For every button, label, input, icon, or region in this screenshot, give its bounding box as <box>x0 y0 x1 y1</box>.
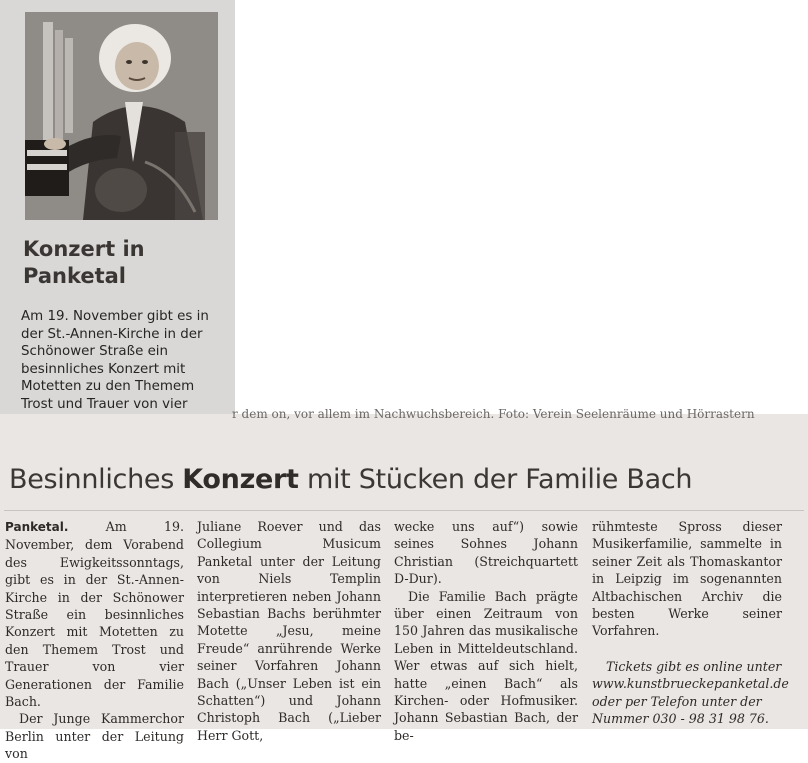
headline-bold: Konzert <box>182 464 299 495</box>
article-headline <box>9 464 692 495</box>
teaser-box <box>0 0 235 462</box>
divider <box>4 510 804 511</box>
teaser-title: Konzert in Panketal <box>23 237 145 288</box>
paragraph: Der Junge Kammerchor Berlin unter der Leitung von <box>5 711 184 762</box>
bach-portrait-image <box>25 12 218 220</box>
paragraph: wecke uns auf“) sowie seines Sohnes Johann Christian (Streichquartett D-Dur). <box>394 519 578 587</box>
previous-article-tail: r dem on, vor allem im Nachwuchsbereich. Foto: Verein Seelenräume und Hörrastern <box>232 407 755 421</box>
teaser-body: Am 19. November gibt es in der St.-Annen-Kirche in der Schönower Straße ein besinnliches Konzert mit Motetten zu den Themem Trost und Trauer von vier <box>21 309 209 412</box>
paragraph: Juliane Roever und das Collegium Musicum Panketal unter der Leitung von Niels Templin interpretieren neben Johann Sebastian Bachs berühmter Motette „Jesu, meine Freude“ anrührende Werke seiner Vorfahren Johann Bach („Unser Leben ist ein Schatten“) und Johann Christoph Bach („Lieber Herr Gott, <box>197 519 381 743</box>
dateline: Panketal. <box>5 520 69 534</box>
paragraph-text: Am 19. November, dem Vorabend des Ewigkeitssonntags, gibt es in der St.-Annen-Kirche in der Schönower Straße ein besinnliches Konzert mit Motetten zu den Themem Trost und Trauer von vier Generationen der Familie Bach. <box>5 519 184 710</box>
article <box>0 407 808 762</box>
ticket-info: Tickets gibt es online unter www.kunstbrueckepanketal.de oder per Telefon unter der Nummer 030 - 98 31 98 76. <box>592 658 789 727</box>
paragraph <box>5 518 184 710</box>
headline-part1: Besinnliches <box>9 464 174 495</box>
article-column-4 <box>592 518 789 727</box>
paragraph: Die Familie Bach prägte über einen Zeitraum von 150 Jahren das musikalische Leben in Mitteldeutschland. Wer etwas auf sich hielt, hatte „einen Bach“ als Kirchen- oder Hofmusiker. Johann Sebastian Bach, der be- <box>394 588 578 743</box>
headline-part2: mit Stücken der Familie Bach <box>306 464 693 495</box>
article-column-1 <box>5 518 184 763</box>
article-column-3 <box>394 518 578 744</box>
paragraph: rühmteste Spross dieser Musikerfamilie, sammelte in seiner Zeit als Thomaskantor in Leipzig im sogenannten Altbachischen Archiv die besten Werke seiner Vorfahren. <box>592 519 782 639</box>
article-column-2 <box>197 518 381 744</box>
